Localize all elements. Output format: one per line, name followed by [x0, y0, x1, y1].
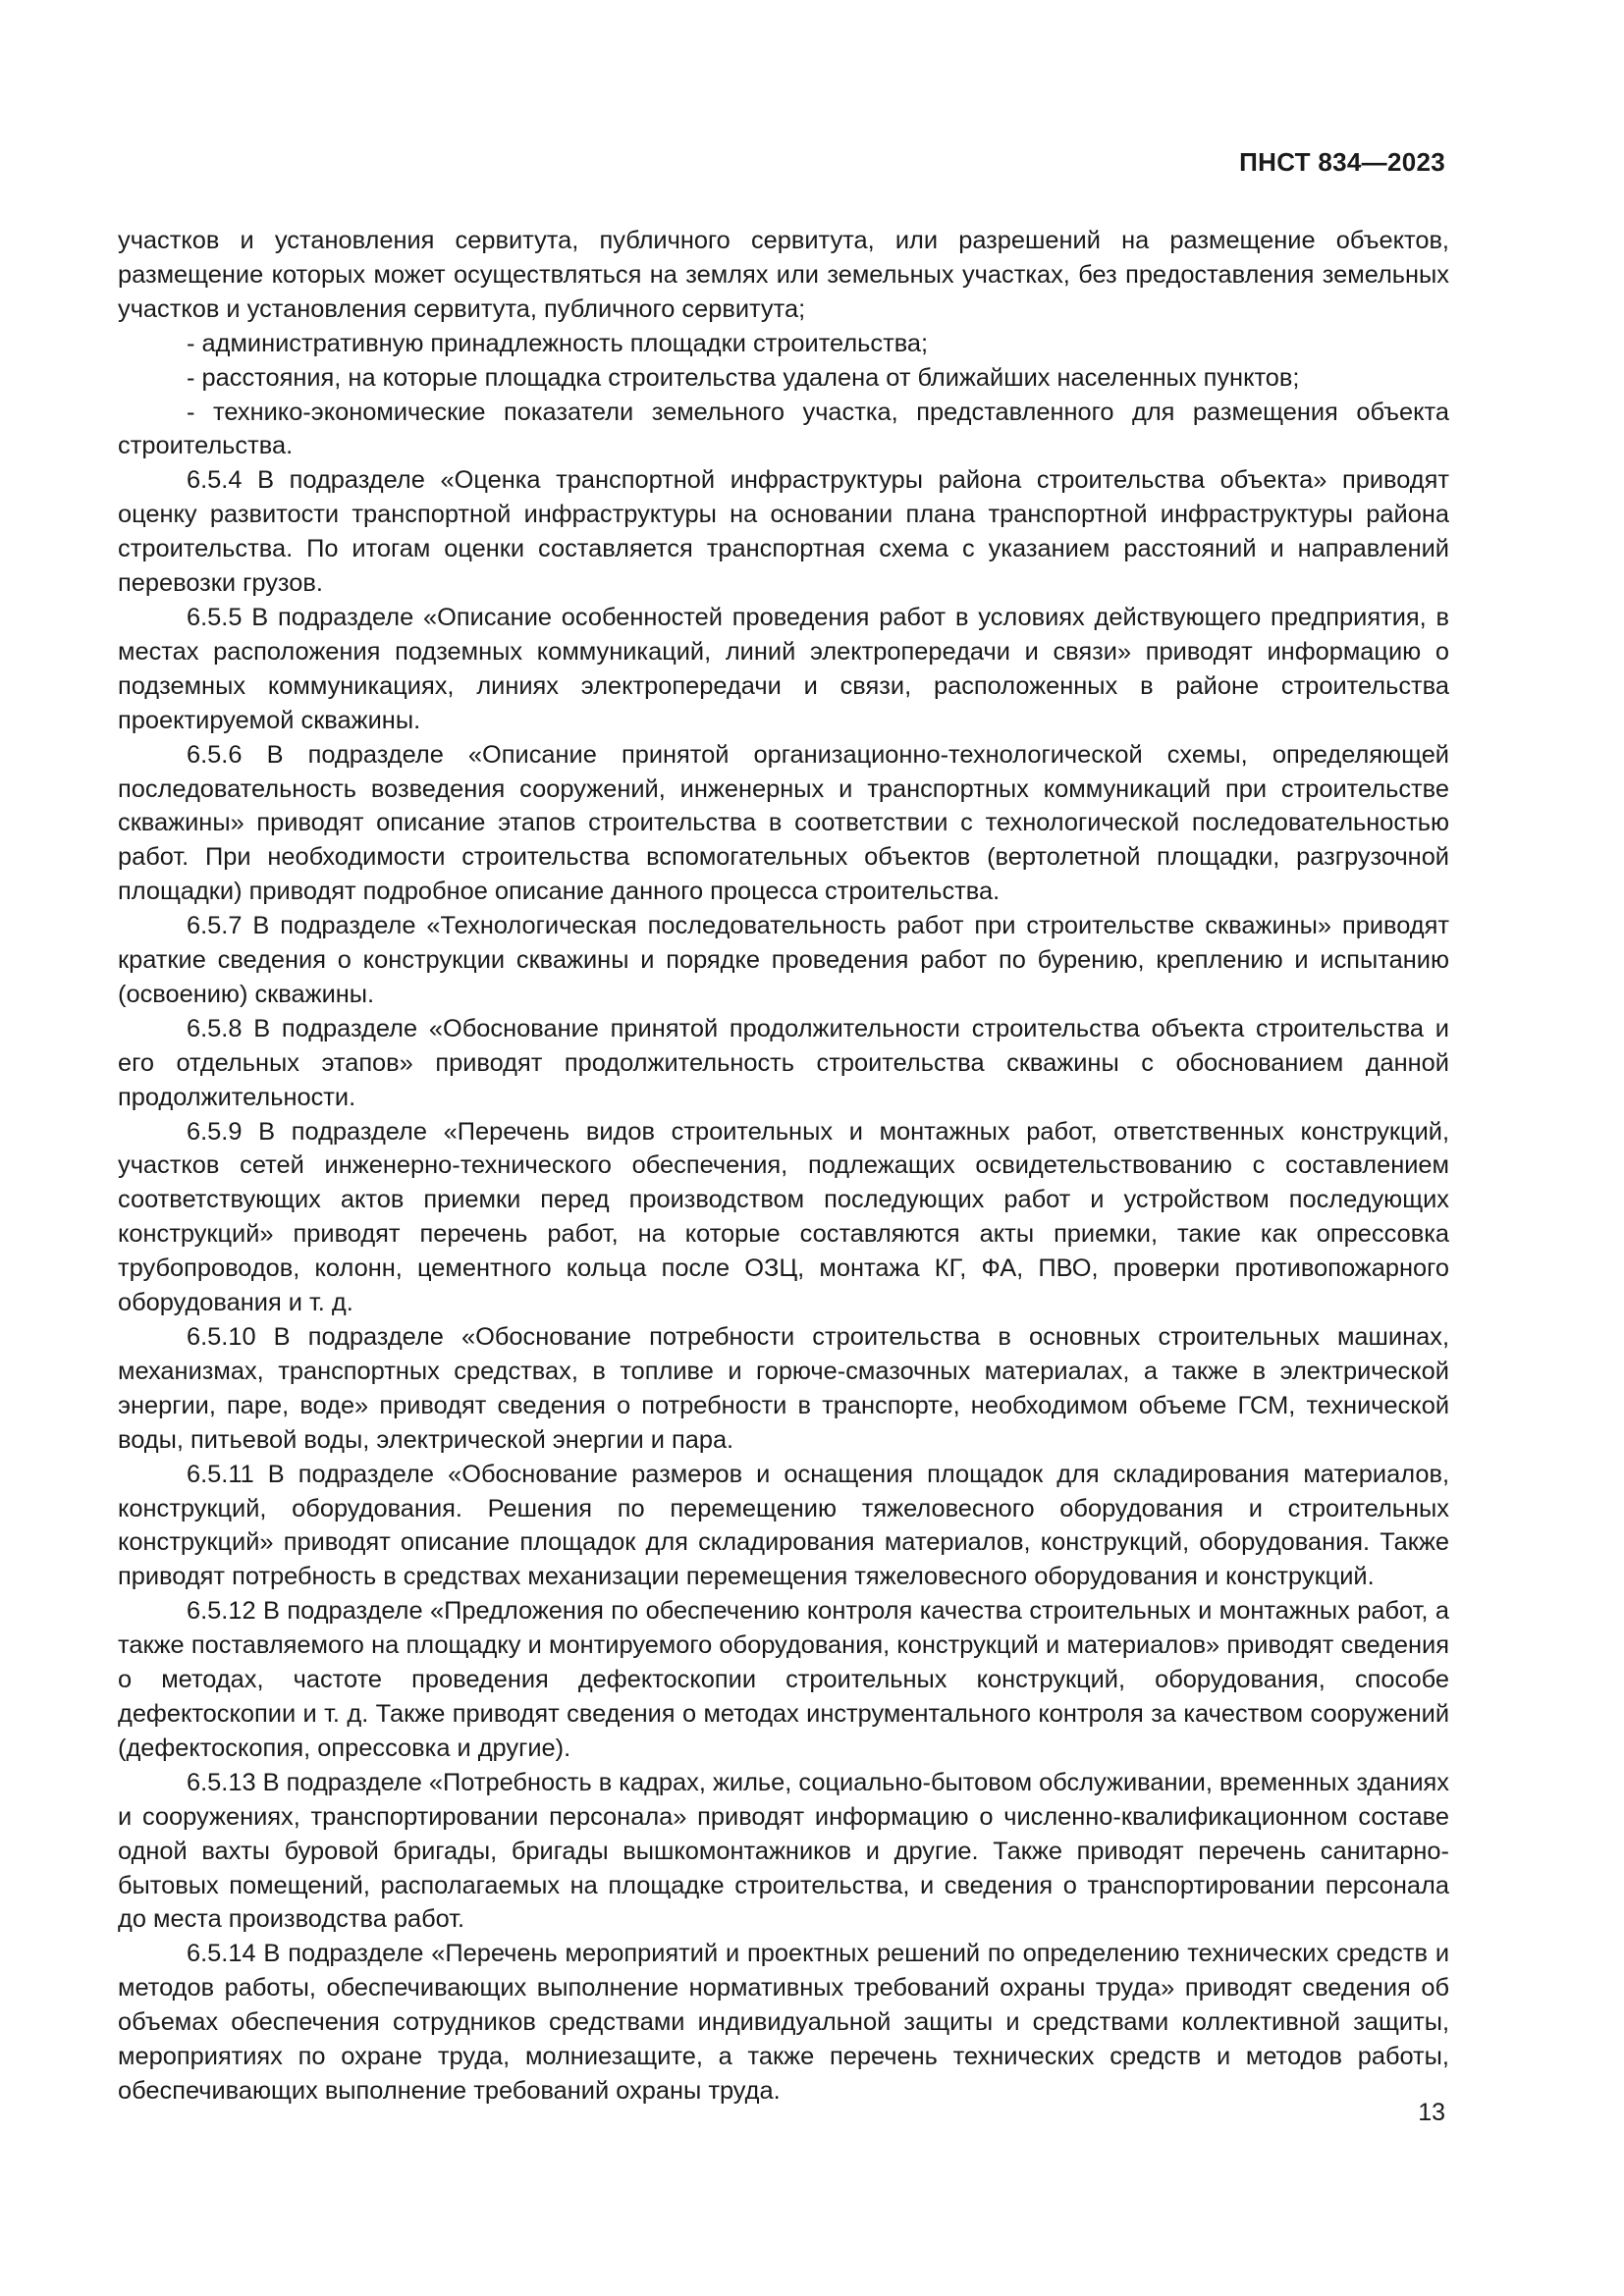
paragraph-6-5-11: 6.5.11 В подразделе «Обоснование размеров и оснащения площадок для складирования материалов, конструкций, оборудования. Решения по перемещению тяжеловесного оборудования и строительных конструкций» приводят описание площадок для складирования материалов, конструкций, оборудования. Также приводят потребность в средствах механизации перемещения тяжеловесного оборудования и конструкций.: [118, 1460, 1449, 1591]
paragraph-6-5-6: 6.5.6 В подразделе «Описание принятой организационно-технологической схемы, определяющей последовательность возведения сооружений, инженерных и транспортных коммуникаций при строительстве скважины» приводят описание этапов строительства в соответствии с технологической последовательностью работ. При необходимости строительства вспомогательных объектов (вертолетной площадки, разгрузочной площадки) приводят подробное описание данного процесса строительства.: [118, 740, 1449, 906]
paragraph-6-5-9: 6.5.9 В подразделе «Перечень видов строительных и монтажных работ, ответственных конструкций, участков сетей инженерно-технического обеспечения, подлежащих освидетельствованию с составлением соответствующих актов приемки перед производством последующих работ и устройством последующих конструкций» приводят перечень работ, на которые составляются акты приемки, такие как опрессовка трубопроводов, колонн, цементного кольца после ОЗЦ, монтажа КГ, ФА, ПВО, проверки противопожарного оборудования и т. д.: [118, 1117, 1449, 1317]
list-item-indicators: - технико-экономические показатели земельного участка, представленного для размещения объекта строительства.: [118, 398, 1449, 460]
paragraph-6-5-10: 6.5.10 В подразделе «Обоснование потребности строительства в основных строительных машинах, механизмах, транспортных средствах, в топливе и горюче-смазочных материалах, а также в электрической энергии, паре, воде» приводят сведения о потребности в транспорте, необходимом объеме ГСМ, технической воды, питьевой воды, электрической энергии и пара.: [118, 1323, 1449, 1454]
document-code: ПНСТ 834—2023: [1239, 147, 1445, 177]
paragraph-6-5-13: 6.5.13 В подразделе «Потребность в кадрах, жилье, социально-бытовом обслуживании, временных зданиях и сооружениях, транспортировании персонала» приводят информацию о численно-квалификационном составе одной вахты буровой бригады, бригады вышкомонтажников и другие. Также приводят перечень санитарно-бытовых помещений, располагаемых на площадке строительства, и сведения о транспортировании персонала до места производства работ.: [118, 1768, 1449, 1934]
page-number: 13: [1418, 2099, 1445, 2126]
paragraph-6-5-14: 6.5.14 В подразделе «Перечень мероприятий и проектных решений по определению технических средств и методов работы, обеспечивающих выполнение нормативных требований охраны труда» приводят сведения об объемах обеспечения сотрудников средствами индивидуальной защиты и средствами коллективной защиты, мероприятиях по охране труда, молниезащите, а также перечень технических средств и методов работы, обеспечивающих выполнение требований охраны труда.: [118, 1940, 1449, 2105]
document-body: [118, 224, 1449, 2109]
paragraph-6-5-5: 6.5.5 В подразделе «Описание особенностей проведения работ в условиях действующего предприятия, в местах расположения подземных коммуникаций, линий электропередачи и связи» приводят информацию о подземных коммуникациях, линиях электропередачи и связи, расположенных в районе строительства проектируемой скважины.: [118, 603, 1449, 734]
paragraph-6-5-12: 6.5.12 В подразделе «Предложения по обеспечению контроля качества строительных и монтажных работ, а также поставляемого на площадку и монтируемого оборудования, конструкций и материалов» приводят сведения о методах, частоте проведения дефектоскопии строительных конструкций, оборудования, способе дефектоскопии и т. д. Также приводят сведения о методах инструментального контроля за качеством сооружений (дефектоскопия, опрессовка и другие).: [118, 1597, 1449, 1762]
list-item-distances: - расстояния, на которые площадка строительства удалена от ближайших населенных пунктов;: [187, 363, 1300, 392]
paragraph-6-5-4: 6.5.4 В подразделе «Оценка транспортной инфраструктуры района строительства объекта» приводят оценку развитости транспортной инфраструктуры на основании плана транспортной инфраструктуры района строительства. По итогам оценки составляется транспортная схема с указанием расстояний и направлений перевозки грузов.: [118, 466, 1449, 598]
list-item-administrative: - административную принадлежность площадки строительства;: [187, 329, 929, 357]
paragraph-6-5-8: 6.5.8 В подразделе «Обоснование принятой продолжительности строительства объекта строительства и его отдельных этапов» приводят продолжительность строительства скважины с обоснованием данной продолжительности.: [118, 1014, 1449, 1111]
paragraph-6-5-7: 6.5.7 В подразделе «Технологическая последовательность работ при строительстве скважины» приводят краткие сведения о конструкции скважины и порядке проведения работ по бурению, креплению и испытанию (освоению) скважины.: [118, 912, 1449, 1008]
paragraph-continuation: участков и установления сервитута, публичного сервитута, или разрешений на размещение объектов, размещение которых может осуществляться на землях или земельных участках, без предоставления земельных участков и установления сервитута, публичного сервитута;: [118, 227, 1449, 323]
